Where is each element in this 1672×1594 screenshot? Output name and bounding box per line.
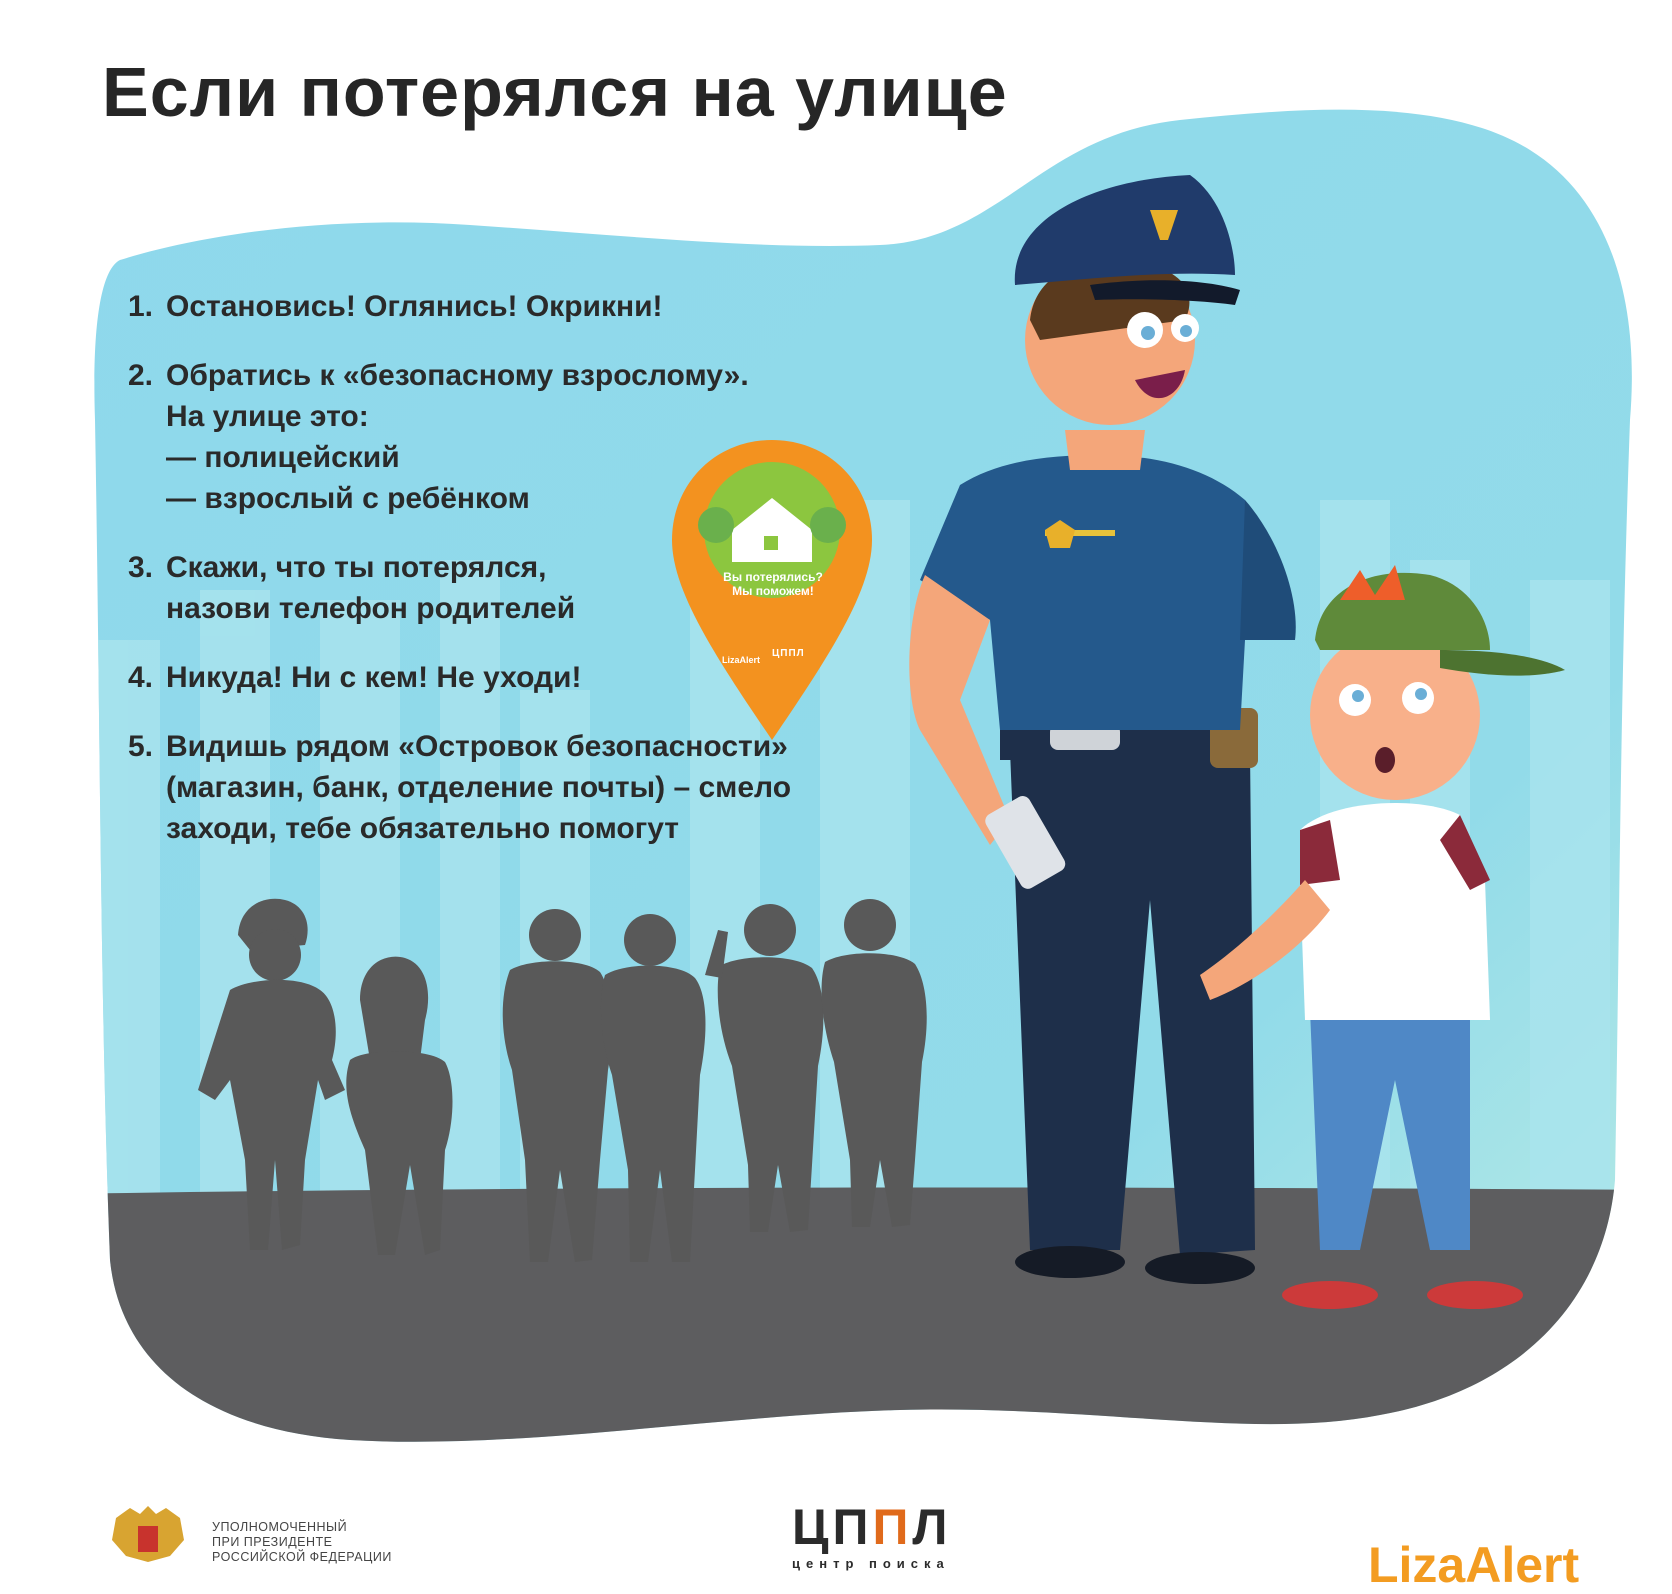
tip-number: 1.	[128, 290, 154, 323]
tip-text	[166, 286, 663, 327]
tip-line: Никуда! Ни с кем! Не уходи!	[166, 661, 582, 694]
tip-number: 5.	[128, 730, 154, 763]
tip-line: Скажи, что ты потерялся,	[166, 551, 547, 584]
pin-caption-line1: Вы потерялись?	[723, 570, 823, 584]
tip-line: Остановись! Оглянись! Окрикни!	[166, 290, 663, 323]
tip-number: 3.	[128, 551, 154, 584]
pin-logo-lizaalert: LizaAlert	[722, 655, 761, 665]
pin-caption	[688, 570, 858, 598]
pin-logo-cppl: ЦППЛ	[772, 648, 805, 659]
lizaalert-logo: LizaAlert	[1368, 1537, 1580, 1593]
footer-gov-line: УПОЛНОМОЧЕННЫЙ	[212, 1520, 348, 1534]
tip-text	[166, 547, 575, 629]
tip-number: 4.	[128, 661, 154, 694]
tip-line: заходи, тебе обязательно помогут	[166, 812, 679, 845]
tip-text	[166, 726, 791, 849]
page-title: Если потерялся на улице	[102, 53, 1008, 131]
tip-line: Видишь рядом «Островок безопасности»	[166, 730, 788, 763]
tip-line: На улице это:	[166, 400, 369, 433]
tip-line: (магазин, банк, отделение почты) – смело	[166, 771, 792, 804]
cppl-subtitle: центр поиска	[792, 1556, 950, 1571]
tip-item-1	[128, 286, 928, 327]
tip-text	[166, 355, 749, 519]
tip-text	[166, 657, 581, 698]
tip-item-2	[128, 355, 928, 519]
tip-item-4	[128, 657, 928, 698]
cppl-letter: Ц	[792, 1499, 833, 1555]
footer-ombudsman-text	[212, 1520, 392, 1565]
tip-number: 2.	[128, 359, 154, 392]
cppl-letter: П	[832, 1499, 873, 1555]
tip-line: назови телефон родителей	[166, 592, 576, 625]
pin-caption-line2: Мы поможем!	[732, 584, 814, 598]
coat-of-arms-icon	[104, 1500, 192, 1566]
cppl-letter: Л	[912, 1499, 952, 1555]
footer-gov-line: РОССИЙСКОЙ ФЕДЕРАЦИИ	[212, 1550, 392, 1564]
tip-line: — взрослый с ребёнком	[166, 482, 530, 515]
cppl-letter: П	[872, 1499, 913, 1555]
footer-gov-line: ПРИ ПРЕЗИДЕНТЕ	[212, 1535, 333, 1549]
cppl-logo	[792, 1498, 952, 1556]
tip-line: Обратись к «безопасному взрослому».	[166, 359, 749, 392]
tip-line: — полицейский	[166, 441, 400, 474]
tip-item-5	[128, 726, 928, 849]
